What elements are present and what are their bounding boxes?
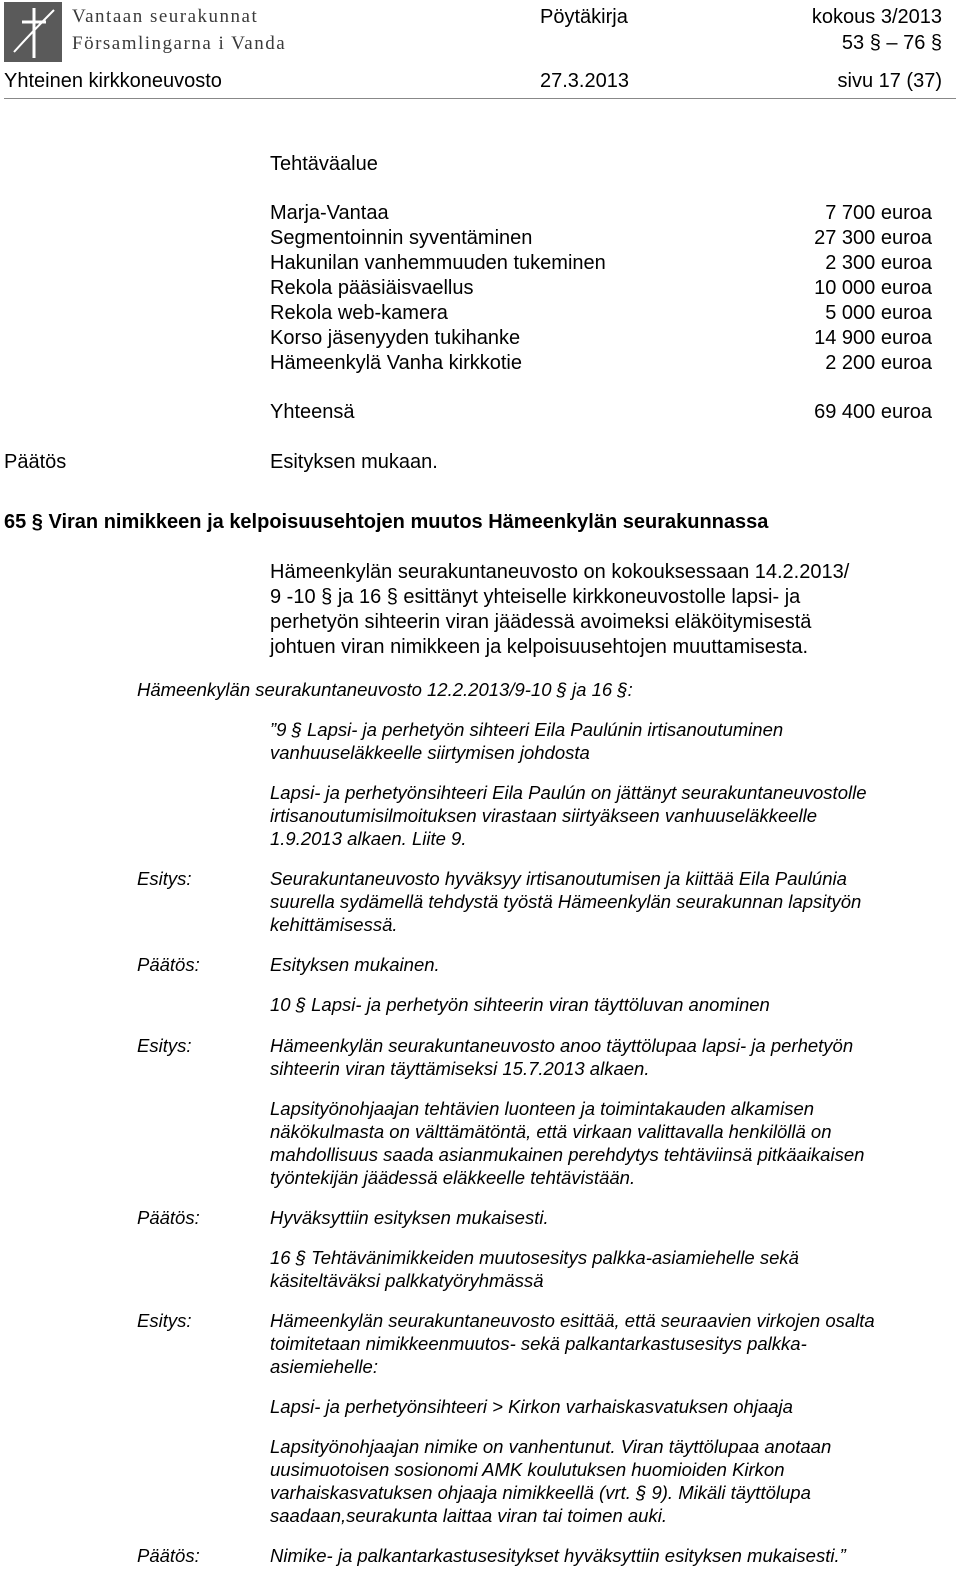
page-number: sivu 17 (37) bbox=[837, 70, 942, 92]
meeting-number: kokous 3/2013 bbox=[811, 6, 942, 28]
p16-change: Lapsi- ja perhetyönsihteeri > Kirkon varhaiskasvatuksen ohjaaja bbox=[270, 1396, 793, 1417]
body-name: Yhteinen kirkkoneuvosto bbox=[4, 70, 222, 92]
budget-item-amount: 27 300 euroa bbox=[814, 227, 932, 249]
esitys-label: Esitys: bbox=[137, 1035, 192, 1056]
header-divider bbox=[4, 98, 956, 99]
p9-esitys: Seurakuntaneuvosto hyväksyy irtisanoutumisen ja kiittää Eila Paulúnia suurella sydämellä tehdystä työstä Hämeenkylän seurakunnan lapsityön kehittämisessä. bbox=[270, 868, 862, 935]
budget-item-amount: 5 000 euroa bbox=[825, 302, 932, 324]
decision-label: Päätös bbox=[4, 451, 67, 473]
section-range: 53 § – 76 § bbox=[841, 32, 942, 54]
budget-item-label: Rekola web-kamera bbox=[270, 302, 448, 324]
section-title: 65 § Viran nimikkeen ja kelpoisuusehtojen muutos Hämeenkylän seurakunnassa bbox=[4, 511, 769, 533]
esitys-label: Esitys: bbox=[137, 1310, 192, 1331]
budget-total-label: Yhteensä bbox=[270, 401, 355, 423]
reference-line: Hämeenkylän seurakuntaneuvosto 12.2.2013/9-10 § ja 16 §: bbox=[137, 679, 633, 700]
budget-item-label: Hämeenkylä Vanha kirkkotie bbox=[270, 352, 522, 374]
budget-heading: Tehtäväalue bbox=[270, 153, 378, 175]
section-intro: Hämeenkylän seurakuntaneuvosto on kokouksessaan 14.2.2013/ 9 -10 § ja 16 § esittänyt yhteiselle kirkkoneuvostolle lapsi- ja perhetyön sihteerin viran jäädessä avoimeksi eläköitymisestä johtuen viran nimikkeen ja kelpoisuusehtojen muuttamisesta. bbox=[270, 561, 850, 658]
budget-item-label: Rekola pääsiäisvaellus bbox=[270, 277, 474, 299]
decision-text: Esityksen mukaan. bbox=[270, 451, 438, 473]
meeting-date: 27.3.2013 bbox=[540, 70, 629, 92]
org-name-fi: Vantaan seurakunnat bbox=[72, 6, 259, 27]
church-logo bbox=[4, 2, 62, 62]
p10-esitys: Hämeenkylän seurakuntaneuvosto anoo täyttölupaa lapsi- ja perhetyön sihteerin viran täyttämiseksi 15.7.2013 alkaen. bbox=[270, 1035, 854, 1079]
budget-item-label: Hakunilan vanhemmuuden tukeminen bbox=[270, 252, 606, 274]
budget-item-label: Korso jäsenyyden tukihanke bbox=[270, 327, 521, 349]
paatos-label: Päätös: bbox=[137, 954, 200, 975]
esitys-label: Esitys: bbox=[137, 868, 192, 889]
p16-text: Lapsityönohjaajan nimike on vanhentunut. Viran täyttölupaa anotaan uusimuotoisen sosionomi AMK koulutuksen huomioiden Kirkon varhaiskasvatuksen ohjaaja nimikkeellä (vrt. § 9). Mikäli täyttölupa saadaan,seurakunta laittaa viran tai toimen auki. bbox=[270, 1436, 832, 1526]
budget-item-amount: 2 200 euroa bbox=[825, 352, 932, 374]
p10-paatos: Hyväksyttiin esityksen mukaisesti. bbox=[270, 1207, 549, 1228]
cross-icon bbox=[4, 2, 62, 62]
p16-esitys: Hämeenkylän seurakuntaneuvosto esittää, että seuraavien virkojen osalta toimitetaan nimikkeenmuutos- sekä palkantarkastusesitys palkka- asiemiehelle: bbox=[270, 1310, 875, 1377]
org-name-sv: Församlingarna i Vanda bbox=[72, 33, 287, 54]
p16-title: 16 § Tehtävänimikkeiden muutosesitys palkka-asiamiehelle sekä käsiteltäväksi palkkatyöryhmässä bbox=[270, 1247, 799, 1291]
budget-item-label: Marja-Vantaa bbox=[270, 202, 389, 224]
budget-item-label: Segmentoinnin syventäminen bbox=[270, 227, 533, 249]
p10-title: 10 § Lapsi- ja perhetyön sihteerin viran täyttöluvan anominen bbox=[270, 994, 770, 1015]
budget-item-amount: 2 300 euroa bbox=[825, 252, 932, 274]
paatos-label: Päätös: bbox=[137, 1545, 200, 1566]
budget-item-amount: 10 000 euroa bbox=[814, 277, 932, 299]
budget-total-amount: 69 400 euroa bbox=[814, 401, 932, 423]
p9-paatos: Esityksen mukainen. bbox=[270, 954, 440, 975]
paatos-label: Päätös: bbox=[137, 1207, 200, 1228]
budget-item-amount: 7 700 euroa bbox=[825, 202, 932, 224]
p16-paatos: Nimike- ja palkantarkastusesitykset hyväksyttiin esityksen mukaisesti.” bbox=[270, 1545, 846, 1566]
p9-text: Lapsi- ja perhetyönsihteeri Eila Paulún on jättänyt seurakuntaneuvostolle irtisanoutumisilmoituksen virastaan siirtyäkseen vanhuuseläkkeelle 1.9.2013 alkaen. Liite 9. bbox=[270, 782, 867, 849]
p9-title: ”9 § Lapsi- ja perhetyön sihteeri Eila Paulúnin irtisanoutuminen vanhuuseläkkeelle siirtymisen johdosta bbox=[270, 719, 784, 763]
p10-text: Lapsityönohjaajan tehtävien luonteen ja toimintakauden alkamisen näkökulmasta on välttämätöntä, että virkaan valittavalla henkilöllä on mahdollisuus saada asianmukainen perehdytys tehtäviinsä pitkäaikaisen työntekijän jäädessä eläkkeelle tehtävistään. bbox=[270, 1098, 865, 1188]
doc-type: Pöytäkirja bbox=[540, 6, 628, 28]
budget-item-amount: 14 900 euroa bbox=[814, 327, 932, 349]
